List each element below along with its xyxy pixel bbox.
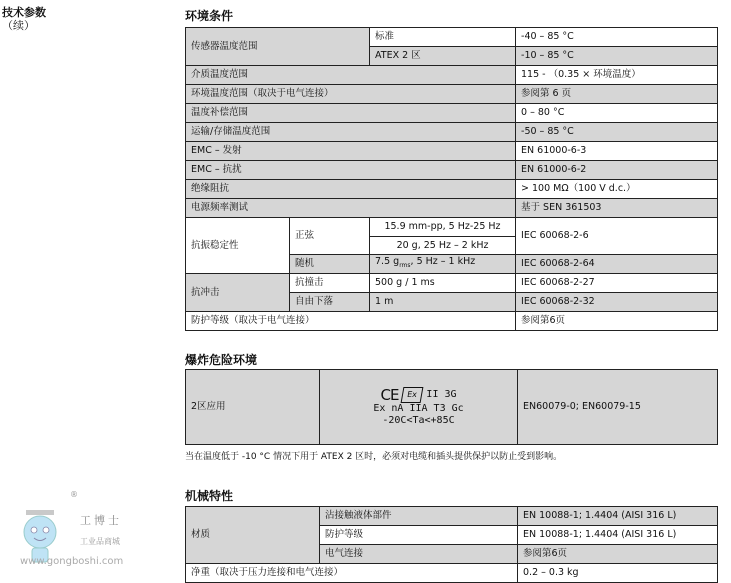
table-row bbox=[186, 370, 718, 445]
ce-mark-icon: CE bbox=[380, 386, 399, 404]
table-row bbox=[186, 66, 718, 85]
atex-note: 当在温度低于 -10 °C 情况下用于 ATEX 2 区时，必须对电缆和插头提供保护以防止受到影响。 bbox=[185, 452, 563, 462]
table-row bbox=[186, 161, 718, 180]
sidebar-heading bbox=[2, 6, 46, 32]
row-value: 0 – 80 °C bbox=[516, 104, 718, 123]
env-table bbox=[185, 27, 718, 331]
row-value: 0.2 – 0.3 kg bbox=[518, 564, 718, 583]
row-value: IEC 60068-2-27 bbox=[516, 274, 718, 293]
row-value: 1 m bbox=[370, 293, 516, 312]
row-value: EN 61000-6-2 bbox=[516, 161, 718, 180]
marking-symbols bbox=[380, 387, 456, 403]
row-label: 2区应用 bbox=[186, 370, 320, 445]
row-value: 参阅第6页 bbox=[516, 312, 718, 331]
table-row bbox=[186, 274, 718, 293]
table-row bbox=[186, 142, 718, 161]
row-label: EMC – 抗扰 bbox=[186, 161, 516, 180]
row-label: EMC – 发射 bbox=[186, 142, 516, 161]
row-value: EN60079-0; EN60079-15 bbox=[518, 370, 718, 445]
row-label: 抗振稳定性 bbox=[186, 218, 290, 274]
row-label: 电源频率测试 bbox=[186, 199, 516, 218]
row-label: 温度补偿范围 bbox=[186, 104, 516, 123]
env-section-title: 环境条件 bbox=[185, 9, 234, 23]
row-value: 115 - （0.35 × 环境温度） bbox=[516, 66, 718, 85]
mech-table bbox=[185, 506, 718, 583]
row-sublabel: 防护等级 bbox=[320, 526, 518, 545]
sidebar-subtitle: （续） bbox=[2, 19, 35, 32]
row-sublabel: 随机 bbox=[290, 255, 370, 274]
watermark-url: www.gongboshi.com bbox=[20, 556, 124, 567]
row-value: -10 – 85 °C bbox=[516, 47, 718, 66]
row-value: 500 g / 1 ms bbox=[370, 274, 516, 293]
row-sublabel: 正弦 bbox=[290, 218, 370, 255]
sine-value-2: 20 g, 25 Hz – 2 kHz bbox=[396, 239, 489, 251]
row-sublabel: 抗撞击 bbox=[290, 274, 370, 293]
table-row bbox=[186, 123, 718, 142]
row-sublabel: 自由下落 bbox=[290, 293, 370, 312]
atex-marking-block bbox=[325, 387, 512, 427]
row-value: EN 61000-6-3 bbox=[516, 142, 718, 161]
row-label: 净重（取决于压力连接和电气连接） bbox=[186, 564, 518, 583]
row-sublabel: 沾接触液体部件 bbox=[320, 507, 518, 526]
row-label: 介质温度范围 bbox=[186, 66, 516, 85]
table-row bbox=[186, 218, 718, 255]
row-value: IEC 60068-2-32 bbox=[516, 293, 718, 312]
row-value: -40 – 85 °C bbox=[516, 28, 718, 47]
row-label: 传感器温度范围 bbox=[186, 28, 370, 66]
table-row bbox=[186, 85, 718, 104]
row-value: 参阅第6页 bbox=[518, 545, 718, 564]
table-row bbox=[186, 312, 718, 331]
row-value bbox=[370, 218, 516, 255]
mech-section-title: 机械特性 bbox=[185, 489, 234, 503]
table-row bbox=[186, 104, 718, 123]
random-value: 7.5 g bbox=[375, 256, 400, 268]
row-value: IEC 60068-2-6 bbox=[516, 218, 718, 255]
row-sublabel: 标准 bbox=[370, 28, 516, 47]
explosion-table bbox=[185, 369, 718, 445]
table-row bbox=[186, 507, 718, 526]
row-value: EN 10088-1; 1.4404 (AISI 316 L) bbox=[518, 507, 718, 526]
watermark-sub: 工业品商城 bbox=[80, 537, 120, 546]
marking-line-2: -20C<Ta<+85C bbox=[382, 415, 455, 426]
row-label: 抗冲击 bbox=[186, 274, 290, 312]
table-row bbox=[186, 199, 718, 218]
row-value: EN 10088-1; 1.4404 (AISI 316 L) bbox=[518, 526, 718, 545]
row-label: 绝缘阻抗 bbox=[186, 180, 516, 199]
row-sublabel: ATEX 2 区 bbox=[370, 47, 516, 66]
row-value: 参阅第 6 页 bbox=[516, 85, 718, 104]
table-row bbox=[186, 564, 718, 583]
row-value bbox=[370, 255, 516, 274]
table-row bbox=[186, 180, 718, 199]
marking-line-1: Ex nA IIA T3 Gc bbox=[373, 403, 464, 414]
row-label: 防护等级（取决于电气连接） bbox=[186, 312, 516, 331]
equipment-category: II 3G bbox=[426, 389, 457, 400]
watermark-brand: 工博士 bbox=[80, 514, 122, 527]
row-value: 基于 SEN 361503 bbox=[516, 199, 718, 218]
sidebar-title: 技术参数 bbox=[2, 6, 46, 19]
row-value: IEC 60068-2-64 bbox=[516, 255, 718, 274]
sine-value-1: 15.9 mm-pp, 5 Hz-25 Hz bbox=[370, 221, 515, 237]
row-label: 环境温度范围（取决于电气连接） bbox=[186, 85, 516, 104]
ex-mark-icon: Ex bbox=[401, 387, 424, 403]
random-sub: rms bbox=[399, 261, 411, 269]
table-row bbox=[186, 28, 718, 47]
row-label: 运输/存储温度范围 bbox=[186, 123, 516, 142]
random-rest: , 5 Hz – 1 kHz bbox=[410, 256, 476, 268]
row-value: > 100 MΩ（100 V d.c.） bbox=[516, 180, 718, 199]
registered-mark: ® bbox=[70, 490, 78, 499]
row-sublabel: 电气连接 bbox=[320, 545, 518, 564]
row-value: -50 – 85 °C bbox=[516, 123, 718, 142]
explosion-section-title: 爆炸危险环境 bbox=[185, 353, 258, 367]
row-label: 材质 bbox=[186, 507, 320, 564]
atex-marking bbox=[320, 370, 518, 445]
